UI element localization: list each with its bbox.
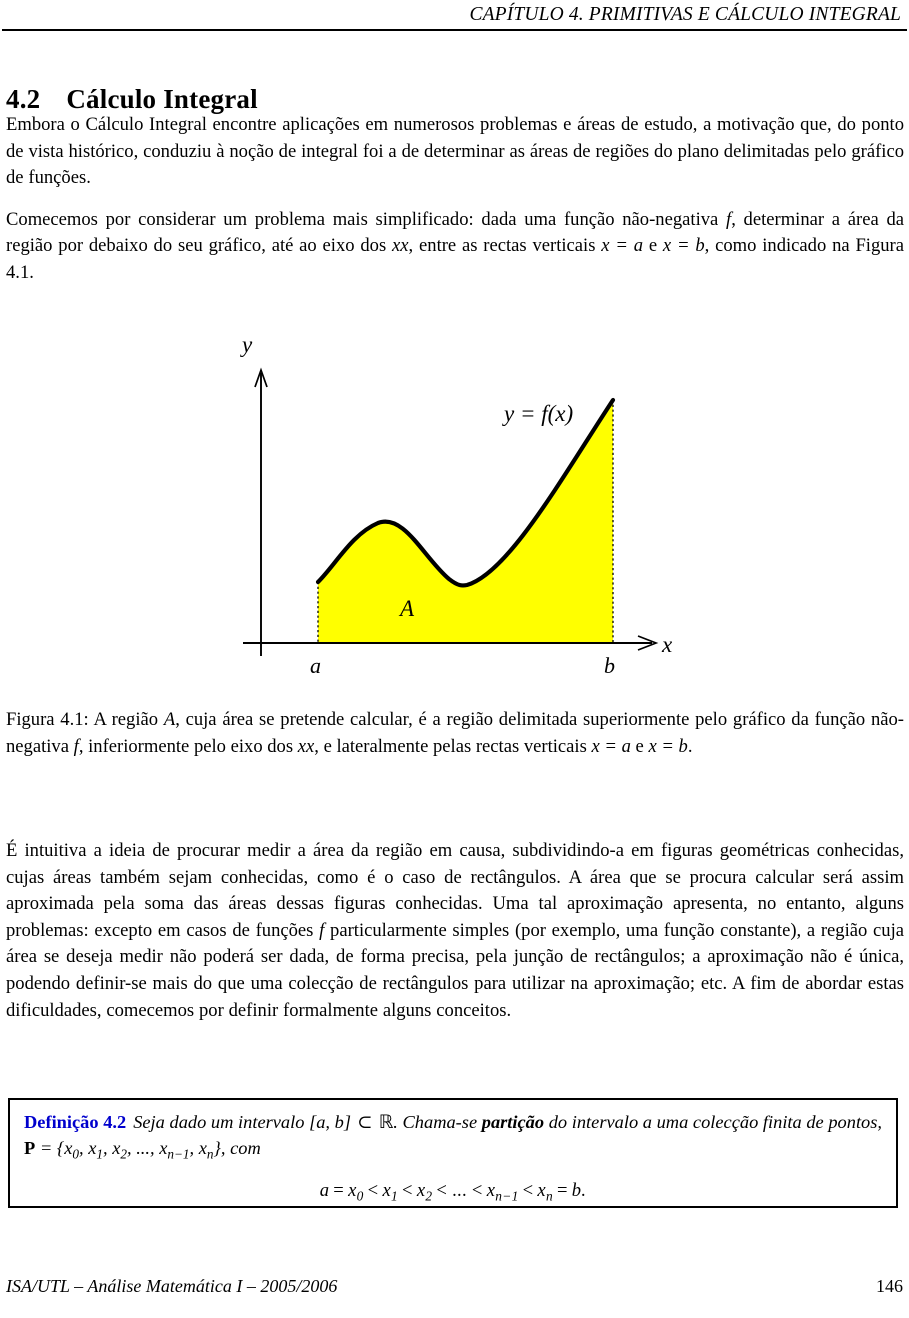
- tick-label-a: a: [310, 653, 321, 678]
- section-number: 4.2: [6, 84, 41, 115]
- display-xn1-sub: n−1: [495, 1188, 519, 1204]
- discussion-seg2: particularmente simples (por exemplo, uma função constante), a região cuja área se deseja medir não poderá ser dada, de forma precisa, pela junção de rectângulos; a aproximação não é única, podendo definir-se mais do que uma colecção de rectângulos para utilizar na aproximação; etc. A fim de abordar estas dificuldades, comecemos por definir formalmente alguns conceitos.: [6, 919, 905, 1021]
- definition-math-interval: [a, b]: [309, 1112, 352, 1132]
- display-xn: x: [537, 1179, 546, 1201]
- region-A-fill: [318, 400, 613, 643]
- definition-seg3: . Chama-se: [393, 1112, 482, 1132]
- definition-math-P: P: [24, 1138, 36, 1158]
- caption-seg1: Figura 4.1: A região: [6, 709, 164, 730]
- display-x0: x: [348, 1179, 357, 1201]
- caption-math-x-equals-a: x = a: [591, 735, 631, 757]
- footer-course-info: ISA/UTL – Análise Matemática I – 2005/2006: [6, 1276, 338, 1296]
- region-label-A: A: [400, 596, 415, 621]
- definition-math-x1: x: [88, 1138, 97, 1158]
- caption-math-A: A: [163, 709, 176, 730]
- definition-display-equation: [24, 1180, 882, 1205]
- display-x1-sub: 1: [391, 1188, 399, 1204]
- definition-comma-1: ,: [79, 1138, 89, 1158]
- caption-seg2: , cuja área se pretende calcular, é a região delimitada superiormente pelo gráfico da função não-negativa: [6, 709, 904, 757]
- definition-subset-symbol: ⊂: [352, 1112, 378, 1132]
- paragraph-problem-seg5: , como indicado na Figura 4.1.: [6, 235, 904, 283]
- display-a: a: [319, 1179, 330, 1201]
- definition-seg5: = {: [35, 1138, 65, 1158]
- display-eq-2: =: [556, 1179, 568, 1201]
- paragraph-problem-seg2: , determinar a área da região por debaixo do seu gráfico, até ao eixo dos: [6, 208, 905, 257]
- paragraph-problem-seg3: , entre as rectas verticais: [408, 235, 602, 257]
- definition-sub-1: 1: [96, 1146, 103, 1162]
- definition-sub-n1: n−1: [167, 1146, 190, 1162]
- definition-comma-3: ,: [189, 1138, 199, 1158]
- figure-4-1: [0, 326, 909, 686]
- definition-ellipsis: , ...,: [127, 1138, 160, 1158]
- caption-seg3: , inferiormente pelo eixo dos: [78, 735, 298, 757]
- definition-math-xn: x: [198, 1138, 207, 1158]
- figure-caption-block: [6, 707, 904, 760]
- display-x0-sub: 0: [356, 1188, 364, 1204]
- y-axis-label: y: [242, 332, 253, 357]
- display-lt-2: <: [402, 1179, 413, 1201]
- caption-seg5: e: [630, 735, 649, 757]
- display-lt-3: < ... <: [436, 1179, 483, 1201]
- definition-sub-0: 0: [72, 1146, 79, 1162]
- figure-caption: [6, 707, 904, 760]
- footer-page-number: 146: [876, 1276, 903, 1296]
- math-xx: xx: [392, 235, 409, 257]
- display-eq-1: =: [333, 1179, 345, 1201]
- x-axis-label: x: [662, 632, 673, 657]
- display-b: b: [571, 1179, 582, 1201]
- definition-sub-2: 2: [120, 1146, 127, 1162]
- discussion-text-block: [6, 838, 904, 1024]
- page-header: [8, 4, 901, 30]
- display-x2-sub: 2: [425, 1188, 433, 1204]
- paragraph-problem-seg1: Comecemos por considerar um problema mais simplificado: dada uma função não-negativa: [6, 208, 727, 230]
- display-xn-sub: n: [545, 1188, 553, 1204]
- display-x1: x: [382, 1179, 392, 1201]
- section-title: Cálculo Integral: [66, 84, 258, 115]
- caption-seg4: , e lateralmente pelas rectas verticais: [314, 735, 592, 757]
- caption-seg6: .: [687, 735, 693, 757]
- paragraph-problem-seg4: e: [643, 235, 663, 257]
- definition-comma-2: ,: [103, 1138, 113, 1158]
- tick-label-b: b: [604, 653, 615, 678]
- math-x-equals-a: x = a: [601, 235, 644, 257]
- definition-label: Definição 4.2: [24, 1112, 127, 1132]
- section-heading: [6, 84, 258, 115]
- paragraph-problem-statement: [6, 207, 904, 287]
- display-x2: x: [416, 1179, 426, 1201]
- definition-math-reals: ℝ: [378, 1112, 394, 1132]
- definition-seg1: Seja dado um intervalo: [133, 1112, 310, 1132]
- definition-math-xn1: x: [159, 1138, 168, 1158]
- definition-sub-n: n: [206, 1146, 214, 1162]
- running-header-title: CAPÍTULO 4. PRIMITIVAS E CÁLCULO INTEGRAL: [469, 4, 901, 25]
- display-period: .: [581, 1179, 587, 1201]
- definition-math-x0: x: [64, 1138, 73, 1158]
- display-lt-4: <: [522, 1179, 534, 1201]
- definition-box: [8, 1098, 898, 1208]
- definition-inner: [10, 1100, 896, 1204]
- curve-equation-label: y = f(x): [504, 401, 574, 426]
- definition-math-x2: x: [112, 1138, 121, 1158]
- definition-text: [24, 1109, 882, 1168]
- definition-seg6: }, com: [213, 1138, 261, 1158]
- intro-text-block: [6, 112, 904, 287]
- caption-math-f: f: [73, 735, 79, 757]
- caption-math-xx: xx: [297, 735, 315, 757]
- definition-seg4: do intervalo a uma colecção finita de pontos,: [544, 1112, 883, 1132]
- discussion-math-f: f: [319, 919, 325, 941]
- caption-math-x-equals-b: x = b: [648, 735, 688, 757]
- math-x-equals-b: x = b: [662, 235, 705, 257]
- discussion-seg1: É intuitiva a ideia de procurar medir a área da região em causa, subdividindo-a em figuras geométricas conhecidas, cujas áreas também sejam conhecidas, como é o caso de rectângulos. A área que se procura calcular será assim aproximada pela soma das áreas dessas figuras conhecidas. Uma tal aproximação apresenta, no entanto, alguns problemas: excepto em casos de funções: [6, 840, 904, 941]
- figure-graph-svg: [0, 326, 909, 686]
- display-lt-1: <: [367, 1179, 379, 1201]
- display-xn1: x: [486, 1179, 496, 1201]
- page-footer: [6, 1276, 903, 1300]
- paragraph-motivation: [6, 112, 904, 192]
- paragraph-discussion: [6, 838, 904, 1024]
- header-rule: [2, 29, 907, 31]
- paragraph-motivation-text: Embora o Cálculo Integral encontre aplicações em numerosos problemas e áreas de estudo, a motivação que, do ponto de vista histórico, conduziu à noção de integral foi a de determinar as áreas de regiões do plano delimitadas pelo gráfico de funções.: [6, 114, 904, 189]
- math-f: f: [726, 208, 732, 230]
- definition-emphasis-particao: partição: [481, 1112, 545, 1132]
